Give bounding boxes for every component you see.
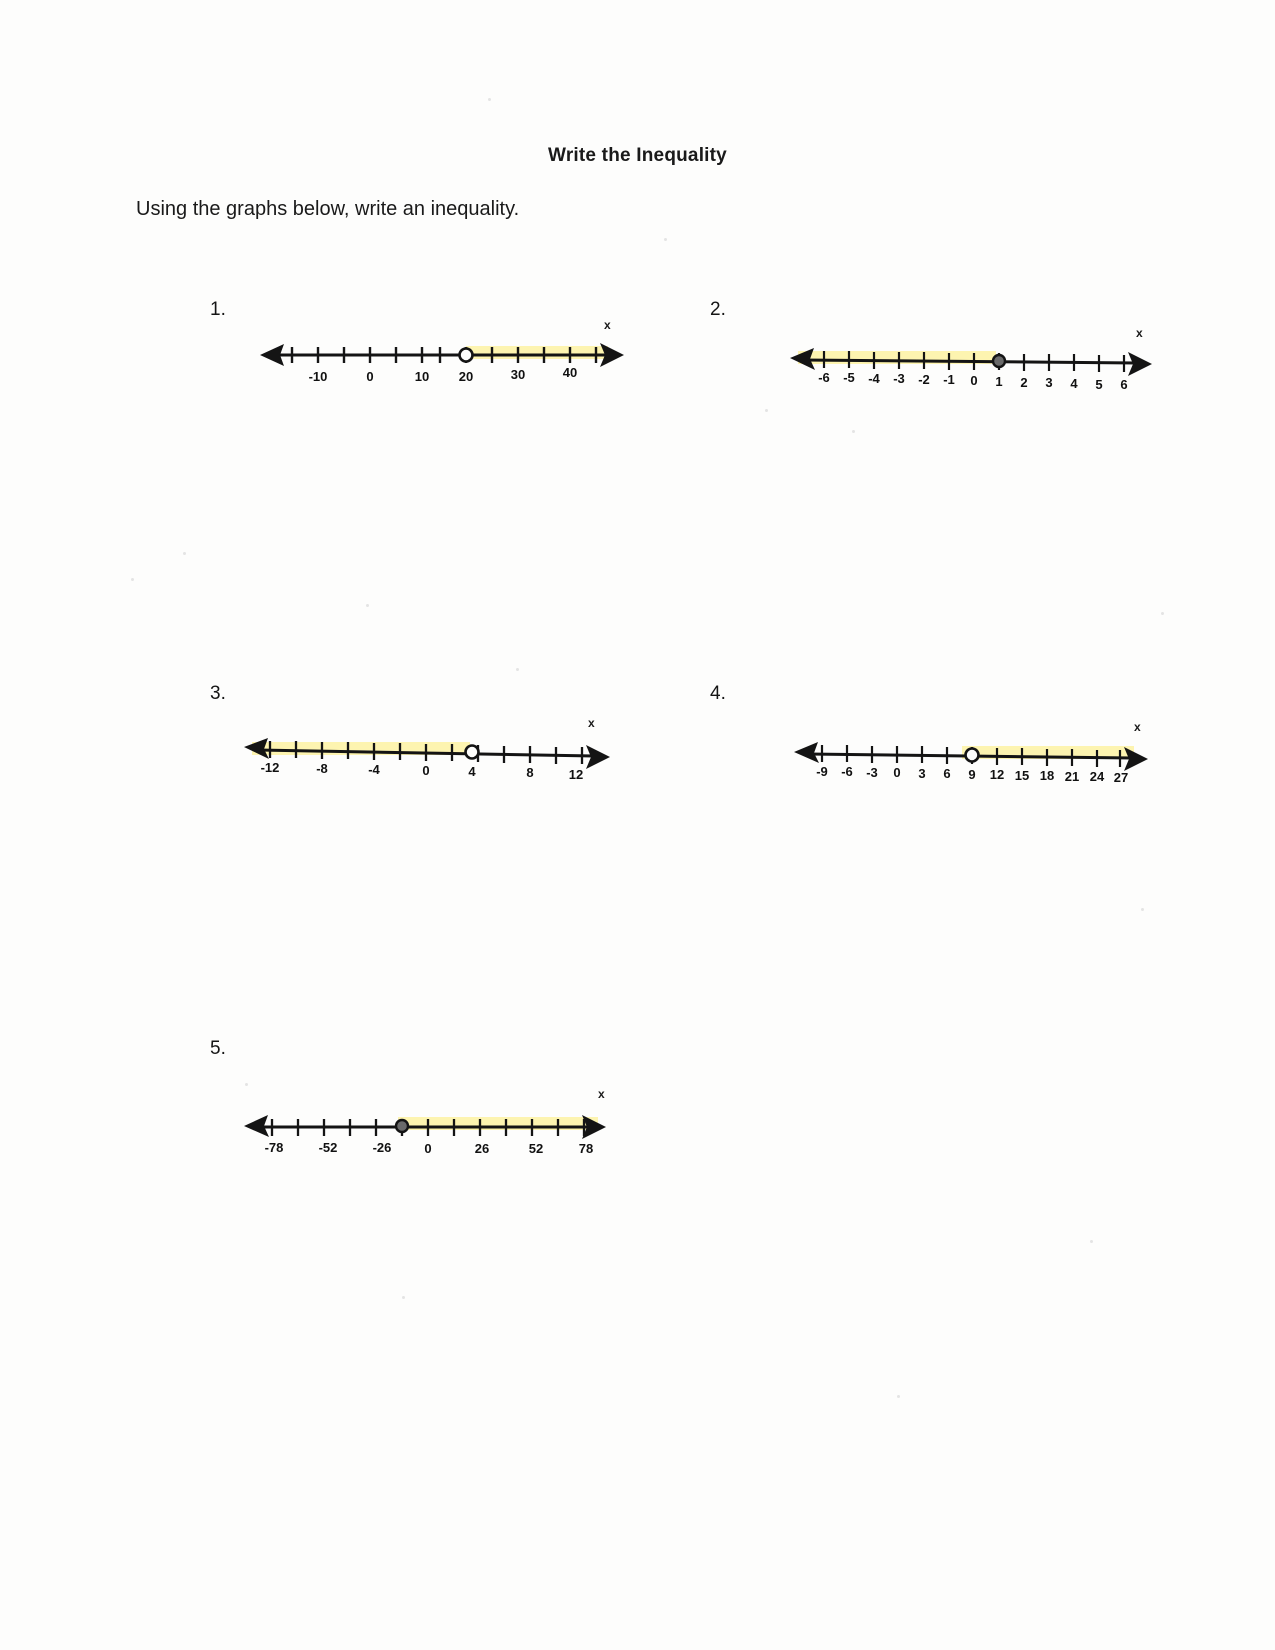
paper-speck <box>852 430 855 433</box>
tick-label: 6 <box>943 766 951 781</box>
tick-label: 20 <box>458 369 474 384</box>
tick-label: 18 <box>1039 768 1055 783</box>
tick-label: 12 <box>989 767 1005 782</box>
paper-speck <box>897 1395 900 1398</box>
tick-label: 27 <box>1113 770 1129 785</box>
number-line-5 <box>240 1087 620 1157</box>
tick-label: -4 <box>868 371 880 386</box>
number-line-4 <box>790 720 1156 790</box>
number-line-1 <box>258 318 630 384</box>
axis-label-x-1: x <box>604 318 611 332</box>
tick-label: 21 <box>1064 769 1080 784</box>
axis-label-x-4: x <box>1134 720 1141 734</box>
number-line-2 <box>788 326 1160 392</box>
number-line-3 <box>236 716 616 784</box>
paper-speck <box>366 604 369 607</box>
tick-label: 24 <box>1089 769 1105 784</box>
problem-number-1: 1. <box>210 299 226 320</box>
tick-label: -1 <box>943 372 955 387</box>
tick-label: 78 <box>578 1141 594 1156</box>
axis-label-x-3: x <box>588 716 595 730</box>
problem-number-4: 4. <box>710 683 726 704</box>
tick-label: 52 <box>528 1141 544 1156</box>
tick-label: 8 <box>526 765 534 780</box>
paper-speck <box>1141 908 1144 911</box>
tick-label: -3 <box>893 371 905 386</box>
axis-label-x-2: x <box>1136 326 1143 340</box>
instructions-text: Using the graphs below, write an inequality. <box>136 198 520 220</box>
tick-label: 15 <box>1014 768 1030 783</box>
tick-label: 0 <box>893 765 901 780</box>
problem-number-5: 5. <box>210 1038 226 1059</box>
tick-label: -4 <box>368 762 380 777</box>
paper-speck <box>765 409 768 412</box>
paper-speck <box>402 1296 405 1299</box>
tick-label: 9 <box>968 767 976 782</box>
tick-label: -3 <box>866 765 878 780</box>
tick-label: 10 <box>414 369 430 384</box>
tick-label: -78 <box>264 1140 284 1155</box>
tick-label: -10 <box>308 369 328 384</box>
tick-label: 3 <box>1045 375 1053 390</box>
tick-label: -26 <box>372 1140 392 1155</box>
tick-label: -2 <box>918 372 930 387</box>
tick-label: 30 <box>510 367 526 382</box>
paper-speck <box>183 552 186 555</box>
tick-label: 6 <box>1120 377 1128 392</box>
paper-speck <box>1090 1240 1093 1243</box>
tick-label: 1 <box>995 374 1003 389</box>
tick-label: 5 <box>1095 377 1103 392</box>
tick-label: 0 <box>366 369 374 384</box>
tick-label: 2 <box>1020 375 1028 390</box>
problem-number-3: 3. <box>210 683 226 704</box>
paper-speck <box>131 578 134 581</box>
tick-label: -5 <box>843 370 855 385</box>
tick-label: -52 <box>318 1140 338 1155</box>
tick-label: 4 <box>468 764 476 779</box>
tick-label: 0 <box>422 763 430 778</box>
tick-label: 0 <box>424 1141 432 1156</box>
tick-label: 26 <box>474 1141 490 1156</box>
paper-speck <box>1161 612 1164 615</box>
paper-speck <box>488 98 491 101</box>
tick-label: 0 <box>970 373 978 388</box>
tick-label: -8 <box>316 761 328 776</box>
axis-label-x-5: x <box>598 1087 605 1101</box>
tick-label: -6 <box>818 370 830 385</box>
tick-label: 3 <box>918 766 926 781</box>
paper-speck <box>664 238 667 241</box>
tick-label: -12 <box>260 760 280 775</box>
tick-label: 40 <box>562 365 578 380</box>
tick-label: -9 <box>816 764 828 779</box>
tick-label: 12 <box>568 767 584 782</box>
paper-speck <box>245 1083 248 1086</box>
page-title: Write the Inequality <box>548 145 727 166</box>
paper-speck <box>516 668 519 671</box>
problem-number-2: 2. <box>710 299 726 320</box>
tick-label: 4 <box>1070 376 1078 391</box>
tick-label: -6 <box>841 764 853 779</box>
